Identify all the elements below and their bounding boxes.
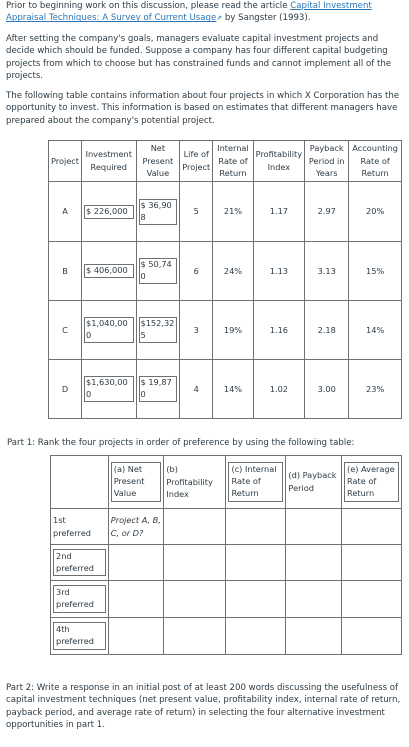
rank-input-cell[interactable] (286, 545, 342, 581)
intro-paragraph (6, 0, 403, 25)
header-arr: (e) Average Rate of Return (344, 462, 399, 502)
intro-text-after: by Sangster (1993). (222, 13, 311, 24)
table-row (51, 509, 402, 545)
arr-value: 20% (349, 182, 402, 242)
investment-cell (82, 301, 137, 360)
table-row (49, 182, 402, 242)
rank-input-cell[interactable] (286, 581, 342, 618)
life-value: 4 (180, 360, 213, 419)
life-value: 6 (180, 242, 213, 301)
pi-value: 1.17 (253, 182, 304, 242)
table-row (51, 545, 402, 581)
npv-cell (136, 242, 180, 301)
part1-instructions: Part 1: Rank the four projects in order of preference by using the following table: (7, 438, 355, 448)
ranking-table (50, 455, 402, 655)
header-life: Life of Project (180, 141, 213, 182)
article-link[interactable]: Capital Investment Appraisal Techniques: A Survey of Current Usage (6, 1, 372, 24)
npv-value: $ 50,740 (139, 258, 178, 284)
header-arr: Accounting Rate of Return (349, 141, 402, 182)
table-intro-paragraph: The following table contains information about four projects in which X Corporation has the opportunity to invest. This information is based on estimates that different managers have prepared about the company's potential project. (6, 90, 400, 126)
pi-value: 1.13 (253, 242, 304, 301)
rank-input-cell[interactable] (342, 545, 402, 581)
rank-label: 2nd preferred (53, 549, 106, 577)
table-row (51, 618, 402, 655)
intro-text: Prior to beginning work on this discussion, please read the article (6, 1, 291, 11)
npv-cell (136, 182, 180, 242)
npv-value: $ 36,908 (139, 199, 178, 225)
pi-value: 1.02 (253, 360, 304, 419)
irr-value: 19% (213, 301, 253, 360)
header-project: Project (49, 141, 82, 182)
project-name: A (49, 182, 82, 242)
life-value: 3 (180, 301, 213, 360)
table-row (49, 301, 402, 360)
payback-value: 2.18 (305, 301, 349, 360)
rank-label-cell (51, 618, 109, 655)
rank-label-cell (51, 581, 109, 618)
projects-table (48, 140, 402, 419)
ranking-corner-cell (51, 456, 109, 509)
rank-input-cell[interactable] (108, 618, 164, 655)
arr-value: 15% (349, 242, 402, 301)
part2-instructions: Part 2: Write a response in an initial post of at least 200 words discussing the usefulness of capital investment techniques (net present value, profitability index, internal rate of return, payback period, and average rate of return) in selecting the four alternative investment opportunities in part 1. (6, 683, 401, 731)
ranking-table-header (51, 456, 402, 509)
project-name: C (49, 301, 82, 360)
header-irr-cell (226, 456, 286, 509)
header-irr: Internal Rate of Return (213, 141, 253, 182)
header-arr-cell (342, 456, 402, 509)
rank-hint: Project A, B, C, or D? (110, 514, 161, 538)
payback-value: 3.00 (305, 360, 349, 419)
irr-value: 21% (213, 182, 253, 242)
rank-input-cell[interactable] (342, 618, 402, 655)
header-npv: Net Present Value (136, 141, 180, 182)
header-pi: Profitability Index (253, 141, 304, 182)
table-row (51, 581, 402, 618)
rank-input-cell[interactable] (164, 618, 226, 655)
life-value: 5 (180, 182, 213, 242)
external-link-icon: ⇗ (216, 14, 223, 23)
rank-input-cell[interactable] (342, 581, 402, 618)
header-irr: (c) Internal Rate of Return (228, 462, 283, 502)
npv-value: $ 19,870 (139, 376, 178, 402)
header-npv: (a) Net Present Value (111, 462, 162, 502)
rank-input-cell[interactable] (286, 509, 342, 545)
investment-value: $ 406,000 (84, 264, 134, 278)
arr-value: 14% (349, 301, 402, 360)
rank-input-cell[interactable] (108, 545, 164, 581)
project-name: D (49, 360, 82, 419)
rank-input-cell[interactable] (226, 581, 286, 618)
npv-cell (136, 301, 180, 360)
arr-value: 23% (349, 360, 402, 419)
header-payback: Payback Period in Years (305, 141, 349, 182)
investment-value: $ 226,000 (84, 205, 134, 219)
irr-value: 24% (213, 242, 253, 301)
rank-input-cell[interactable] (226, 509, 286, 545)
header-payback: (d) Payback Period (286, 456, 342, 509)
investment-cell (82, 242, 137, 301)
projects-table-header (49, 141, 402, 182)
irr-value: 14% (213, 360, 253, 419)
rank-input-cell[interactable] (108, 509, 164, 545)
table-row (49, 360, 402, 419)
rank-input-cell[interactable] (342, 509, 402, 545)
rank-input-cell[interactable] (164, 545, 226, 581)
rank-label: 4th preferred (53, 622, 106, 650)
header-investment: Investment Required (82, 141, 137, 182)
header-npv-cell (108, 456, 164, 509)
rank-input-cell[interactable] (164, 509, 226, 545)
rank-label: 1st preferred (51, 509, 109, 545)
investment-value: $1,040,000 (84, 317, 134, 343)
goals-paragraph: After setting the company's goals, managers evaluate capital investment projects and decide which should be funded. Suppose a company has four different capital budgeting projects from which to choose but has constrained funds and cannot implement all of the projects. (6, 33, 392, 82)
rank-input-cell[interactable] (286, 618, 342, 655)
npv-cell (136, 360, 180, 419)
investment-cell (82, 360, 137, 419)
project-name: B (49, 242, 82, 301)
rank-input-cell[interactable] (108, 581, 164, 618)
rank-input-cell[interactable] (226, 618, 286, 655)
payback-value: 2.97 (305, 182, 349, 242)
rank-label: 3rd preferred (53, 585, 106, 613)
payback-value: 3.13 (305, 242, 349, 301)
header-pi: (b) Profitability Index (164, 456, 226, 509)
rank-input-cell[interactable] (226, 545, 286, 581)
table-row (49, 242, 402, 301)
npv-value: $152,325 (139, 317, 178, 343)
pi-value: 1.16 (253, 301, 304, 360)
investment-cell (82, 182, 137, 242)
investment-value: $1,630,000 (84, 376, 134, 402)
rank-input-cell[interactable] (164, 581, 226, 618)
rank-label-cell (51, 545, 109, 581)
